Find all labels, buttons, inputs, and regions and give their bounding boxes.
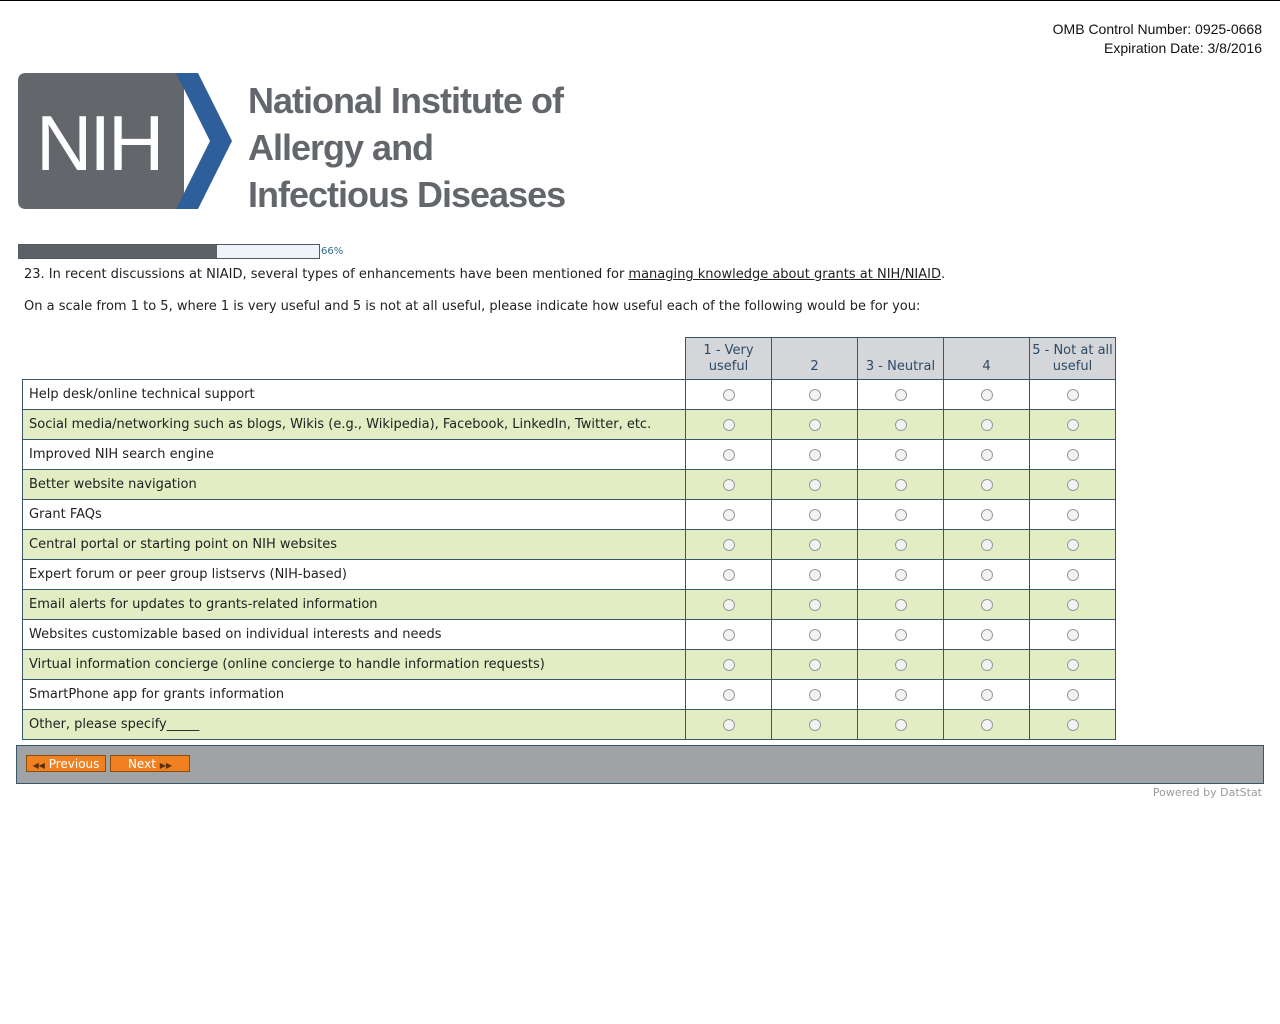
- column-header-4: 4: [944, 338, 1030, 380]
- rating-cell: [772, 410, 858, 440]
- rating-cell: [858, 620, 944, 650]
- row-label: Grant FAQs: [23, 500, 686, 530]
- rating-radio-1[interactable]: [723, 719, 735, 731]
- table-row: [23, 590, 1116, 620]
- question-text: [24, 267, 945, 282]
- rating-radio-3[interactable]: [895, 599, 907, 611]
- row-label: SmartPhone app for grants information: [23, 680, 686, 710]
- next-button[interactable]: [110, 755, 190, 772]
- grid-header-row: [23, 338, 1116, 380]
- rating-radio-2[interactable]: [809, 689, 821, 701]
- rating-cell: [686, 470, 772, 500]
- rating-radio-4[interactable]: [981, 689, 993, 701]
- rating-cell: [944, 440, 1030, 470]
- column-header-1: 1 - Very useful: [686, 338, 772, 380]
- table-row: [23, 410, 1116, 440]
- rating-radio-3[interactable]: [895, 389, 907, 401]
- progress-label: 66%: [321, 246, 344, 257]
- rating-radio-1[interactable]: [723, 419, 735, 431]
- rating-cell: [686, 620, 772, 650]
- rating-radio-1[interactable]: [723, 599, 735, 611]
- rating-radio-1[interactable]: [723, 389, 735, 401]
- rating-cell: [944, 380, 1030, 410]
- rating-radio-1[interactable]: [723, 449, 735, 461]
- table-row: [23, 380, 1116, 410]
- rating-cell: [944, 470, 1030, 500]
- row-label: Social media/networking such as blogs, Wikis (e.g., Wikipedia), Facebook, LinkedIn, Twitter, etc.: [23, 410, 686, 440]
- row-label: Help desk/online technical support: [23, 380, 686, 410]
- rating-radio-5[interactable]: [1067, 689, 1079, 701]
- rating-radio-5[interactable]: [1067, 419, 1079, 431]
- column-header-2: 2: [772, 338, 858, 380]
- niaid-logo: [18, 73, 578, 215]
- next-button-label: Next: [127, 757, 156, 771]
- rating-radio-3[interactable]: [895, 509, 907, 521]
- rating-cell: [1030, 590, 1116, 620]
- rating-radio-3[interactable]: [895, 569, 907, 581]
- rating-cell: [1030, 470, 1116, 500]
- table-row: [23, 680, 1116, 710]
- rating-cell: [772, 440, 858, 470]
- rating-radio-5[interactable]: [1067, 479, 1079, 491]
- rating-cell: [772, 470, 858, 500]
- rating-radio-2[interactable]: [809, 539, 821, 551]
- rating-radio-1[interactable]: [723, 689, 735, 701]
- rating-cell: [1030, 500, 1116, 530]
- rating-radio-2[interactable]: [809, 659, 821, 671]
- table-row: [23, 440, 1116, 470]
- rating-radio-2[interactable]: [809, 569, 821, 581]
- rating-radio-5[interactable]: [1067, 509, 1079, 521]
- row-label: Websites customizable based on individual interests and needs: [23, 620, 686, 650]
- rating-cell: [686, 560, 772, 590]
- row-label: Better website navigation: [23, 470, 686, 500]
- previous-button-label: Previous: [48, 757, 100, 771]
- rating-cell: [944, 560, 1030, 590]
- rating-radio-1[interactable]: [723, 479, 735, 491]
- rating-radio-2[interactable]: [809, 389, 821, 401]
- rating-cell: [858, 470, 944, 500]
- rating-cell: [772, 500, 858, 530]
- rating-cell: [1030, 440, 1116, 470]
- rating-cell: [686, 530, 772, 560]
- rating-cell: [686, 710, 772, 740]
- rating-radio-5[interactable]: [1067, 629, 1079, 641]
- rating-cell: [858, 710, 944, 740]
- next-arrow-icon: ▶▶: [159, 761, 173, 770]
- rating-cell: [944, 710, 1030, 740]
- rating-cell: [1030, 650, 1116, 680]
- rating-cell: [686, 410, 772, 440]
- progress-track: [18, 244, 320, 259]
- institute-name-line2: Allergy and: [248, 127, 434, 168]
- table-row: [23, 500, 1116, 530]
- omb-info: [1053, 20, 1262, 58]
- question-emphasis: managing knowledge about grants at NIH/NIAID: [628, 267, 941, 282]
- rating-radio-3[interactable]: [895, 539, 907, 551]
- rating-cell: [858, 590, 944, 620]
- rating-radio-2[interactable]: [809, 719, 821, 731]
- rating-cell: [772, 530, 858, 560]
- rating-radio-4[interactable]: [981, 539, 993, 551]
- rating-cell: [686, 380, 772, 410]
- rating-radio-3[interactable]: [895, 449, 907, 461]
- institute-name-line3: Infectious Diseases: [248, 174, 566, 215]
- rating-radio-2[interactable]: [809, 509, 821, 521]
- rating-grid: [22, 337, 1116, 740]
- rating-cell: [1030, 560, 1116, 590]
- rating-radio-4[interactable]: [981, 599, 993, 611]
- rating-radio-1[interactable]: [723, 539, 735, 551]
- rating-cell: [686, 650, 772, 680]
- rating-radio-3[interactable]: [895, 419, 907, 431]
- rating-cell: [944, 530, 1030, 560]
- rating-radio-5[interactable]: [1067, 719, 1079, 731]
- row-label: Central portal or starting point on NIH websites: [23, 530, 686, 560]
- table-row: [23, 560, 1116, 590]
- rating-radio-1[interactable]: [723, 509, 735, 521]
- rating-radio-1[interactable]: [723, 629, 735, 641]
- question-suffix: .: [941, 267, 946, 282]
- nih-logo-mark: [18, 73, 234, 209]
- navigation-bar: [16, 745, 1264, 784]
- grid-header-blank: [23, 338, 686, 380]
- expiration-date: Expiration Date: 3/8/2016: [1104, 40, 1262, 56]
- rating-radio-2[interactable]: [809, 629, 821, 641]
- institute-name-line1: National Institute of: [248, 80, 563, 121]
- rating-radio-4[interactable]: [981, 419, 993, 431]
- rating-cell: [858, 500, 944, 530]
- previous-button[interactable]: [26, 755, 106, 772]
- powered-by: Powered by DatStat: [1152, 786, 1262, 799]
- rating-cell: [858, 440, 944, 470]
- progress-fill: [19, 245, 217, 258]
- table-row: [23, 620, 1116, 650]
- rating-radio-4[interactable]: [981, 479, 993, 491]
- rating-cell: [1030, 680, 1116, 710]
- rating-radio-3[interactable]: [895, 629, 907, 641]
- rating-cell: [858, 530, 944, 560]
- rating-radio-3[interactable]: [895, 689, 907, 701]
- rating-radio-2[interactable]: [809, 479, 821, 491]
- rating-cell: [686, 590, 772, 620]
- rating-cell: [772, 380, 858, 410]
- rating-radio-5[interactable]: [1067, 659, 1079, 671]
- rating-radio-5[interactable]: [1067, 569, 1079, 581]
- rating-radio-3[interactable]: [895, 719, 907, 731]
- rating-radio-4[interactable]: [981, 629, 993, 641]
- rating-cell: [772, 620, 858, 650]
- table-row: [23, 710, 1116, 740]
- rating-radio-5[interactable]: [1067, 599, 1079, 611]
- row-label: Virtual information concierge (online concierge to handle information requests): [23, 650, 686, 680]
- rating-radio-1[interactable]: [723, 569, 735, 581]
- rating-radio-1[interactable]: [723, 659, 735, 671]
- rating-cell: [772, 650, 858, 680]
- rating-radio-2[interactable]: [809, 599, 821, 611]
- row-label: Expert forum or peer group listservs (NIH-based): [23, 560, 686, 590]
- rating-cell: [1030, 380, 1116, 410]
- institute-name: [248, 77, 565, 218]
- rating-cell: [944, 680, 1030, 710]
- rating-cell: [858, 650, 944, 680]
- table-row: [23, 530, 1116, 560]
- row-label: Other, please specify_____: [23, 710, 686, 740]
- rating-cell: [944, 500, 1030, 530]
- rating-radio-4[interactable]: [981, 569, 993, 581]
- rating-cell: [858, 410, 944, 440]
- rating-cell: [1030, 620, 1116, 650]
- rating-cell: [858, 560, 944, 590]
- row-label: Improved NIH search engine: [23, 440, 686, 470]
- rating-radio-5[interactable]: [1067, 449, 1079, 461]
- omb-control-number: OMB Control Number: 0925-0668: [1052, 21, 1262, 37]
- rating-cell: [1030, 710, 1116, 740]
- rating-cell: [944, 620, 1030, 650]
- column-header-3: 3 - Neutral: [858, 338, 944, 380]
- column-header-5: 5 - Not at all useful: [1030, 338, 1116, 380]
- rating-radio-4[interactable]: [981, 389, 993, 401]
- question-prefix: 23. In recent discussions at NIAID, several types of enhancements have been mentioned for: [24, 267, 629, 282]
- rating-cell: [686, 500, 772, 530]
- rating-cell: [1030, 530, 1116, 560]
- rating-cell: [772, 680, 858, 710]
- rating-cell: [944, 590, 1030, 620]
- rating-cell: [686, 680, 772, 710]
- rating-cell: [944, 650, 1030, 680]
- rating-cell: [772, 710, 858, 740]
- rating-cell: [1030, 410, 1116, 440]
- rating-radio-2[interactable]: [809, 419, 821, 431]
- rating-cell: [858, 680, 944, 710]
- rating-cell: [858, 380, 944, 410]
- rating-radio-4[interactable]: [981, 449, 993, 461]
- rating-cell: [944, 410, 1030, 440]
- table-row: [23, 650, 1116, 680]
- rating-cell: [772, 590, 858, 620]
- rating-radio-4[interactable]: [981, 719, 993, 731]
- scale-instruction: On a scale from 1 to 5, where 1 is very useful and 5 is not at all useful, please indicate how useful each of the following would be for you:: [24, 299, 921, 314]
- rating-radio-3[interactable]: [895, 659, 907, 671]
- rating-cell: [686, 440, 772, 470]
- rating-radio-4[interactable]: [981, 509, 993, 521]
- row-label: Email alerts for updates to grants-related information: [23, 590, 686, 620]
- rating-radio-5[interactable]: [1067, 389, 1079, 401]
- rating-radio-2[interactable]: [809, 449, 821, 461]
- table-row: [23, 470, 1116, 500]
- nih-logo-text: NIH: [36, 99, 162, 187]
- previous-arrow-icon: ◀◀: [32, 761, 45, 770]
- rating-radio-3[interactable]: [895, 479, 907, 491]
- rating-radio-4[interactable]: [981, 659, 993, 671]
- rating-cell: [772, 560, 858, 590]
- rating-radio-5[interactable]: [1067, 539, 1079, 551]
